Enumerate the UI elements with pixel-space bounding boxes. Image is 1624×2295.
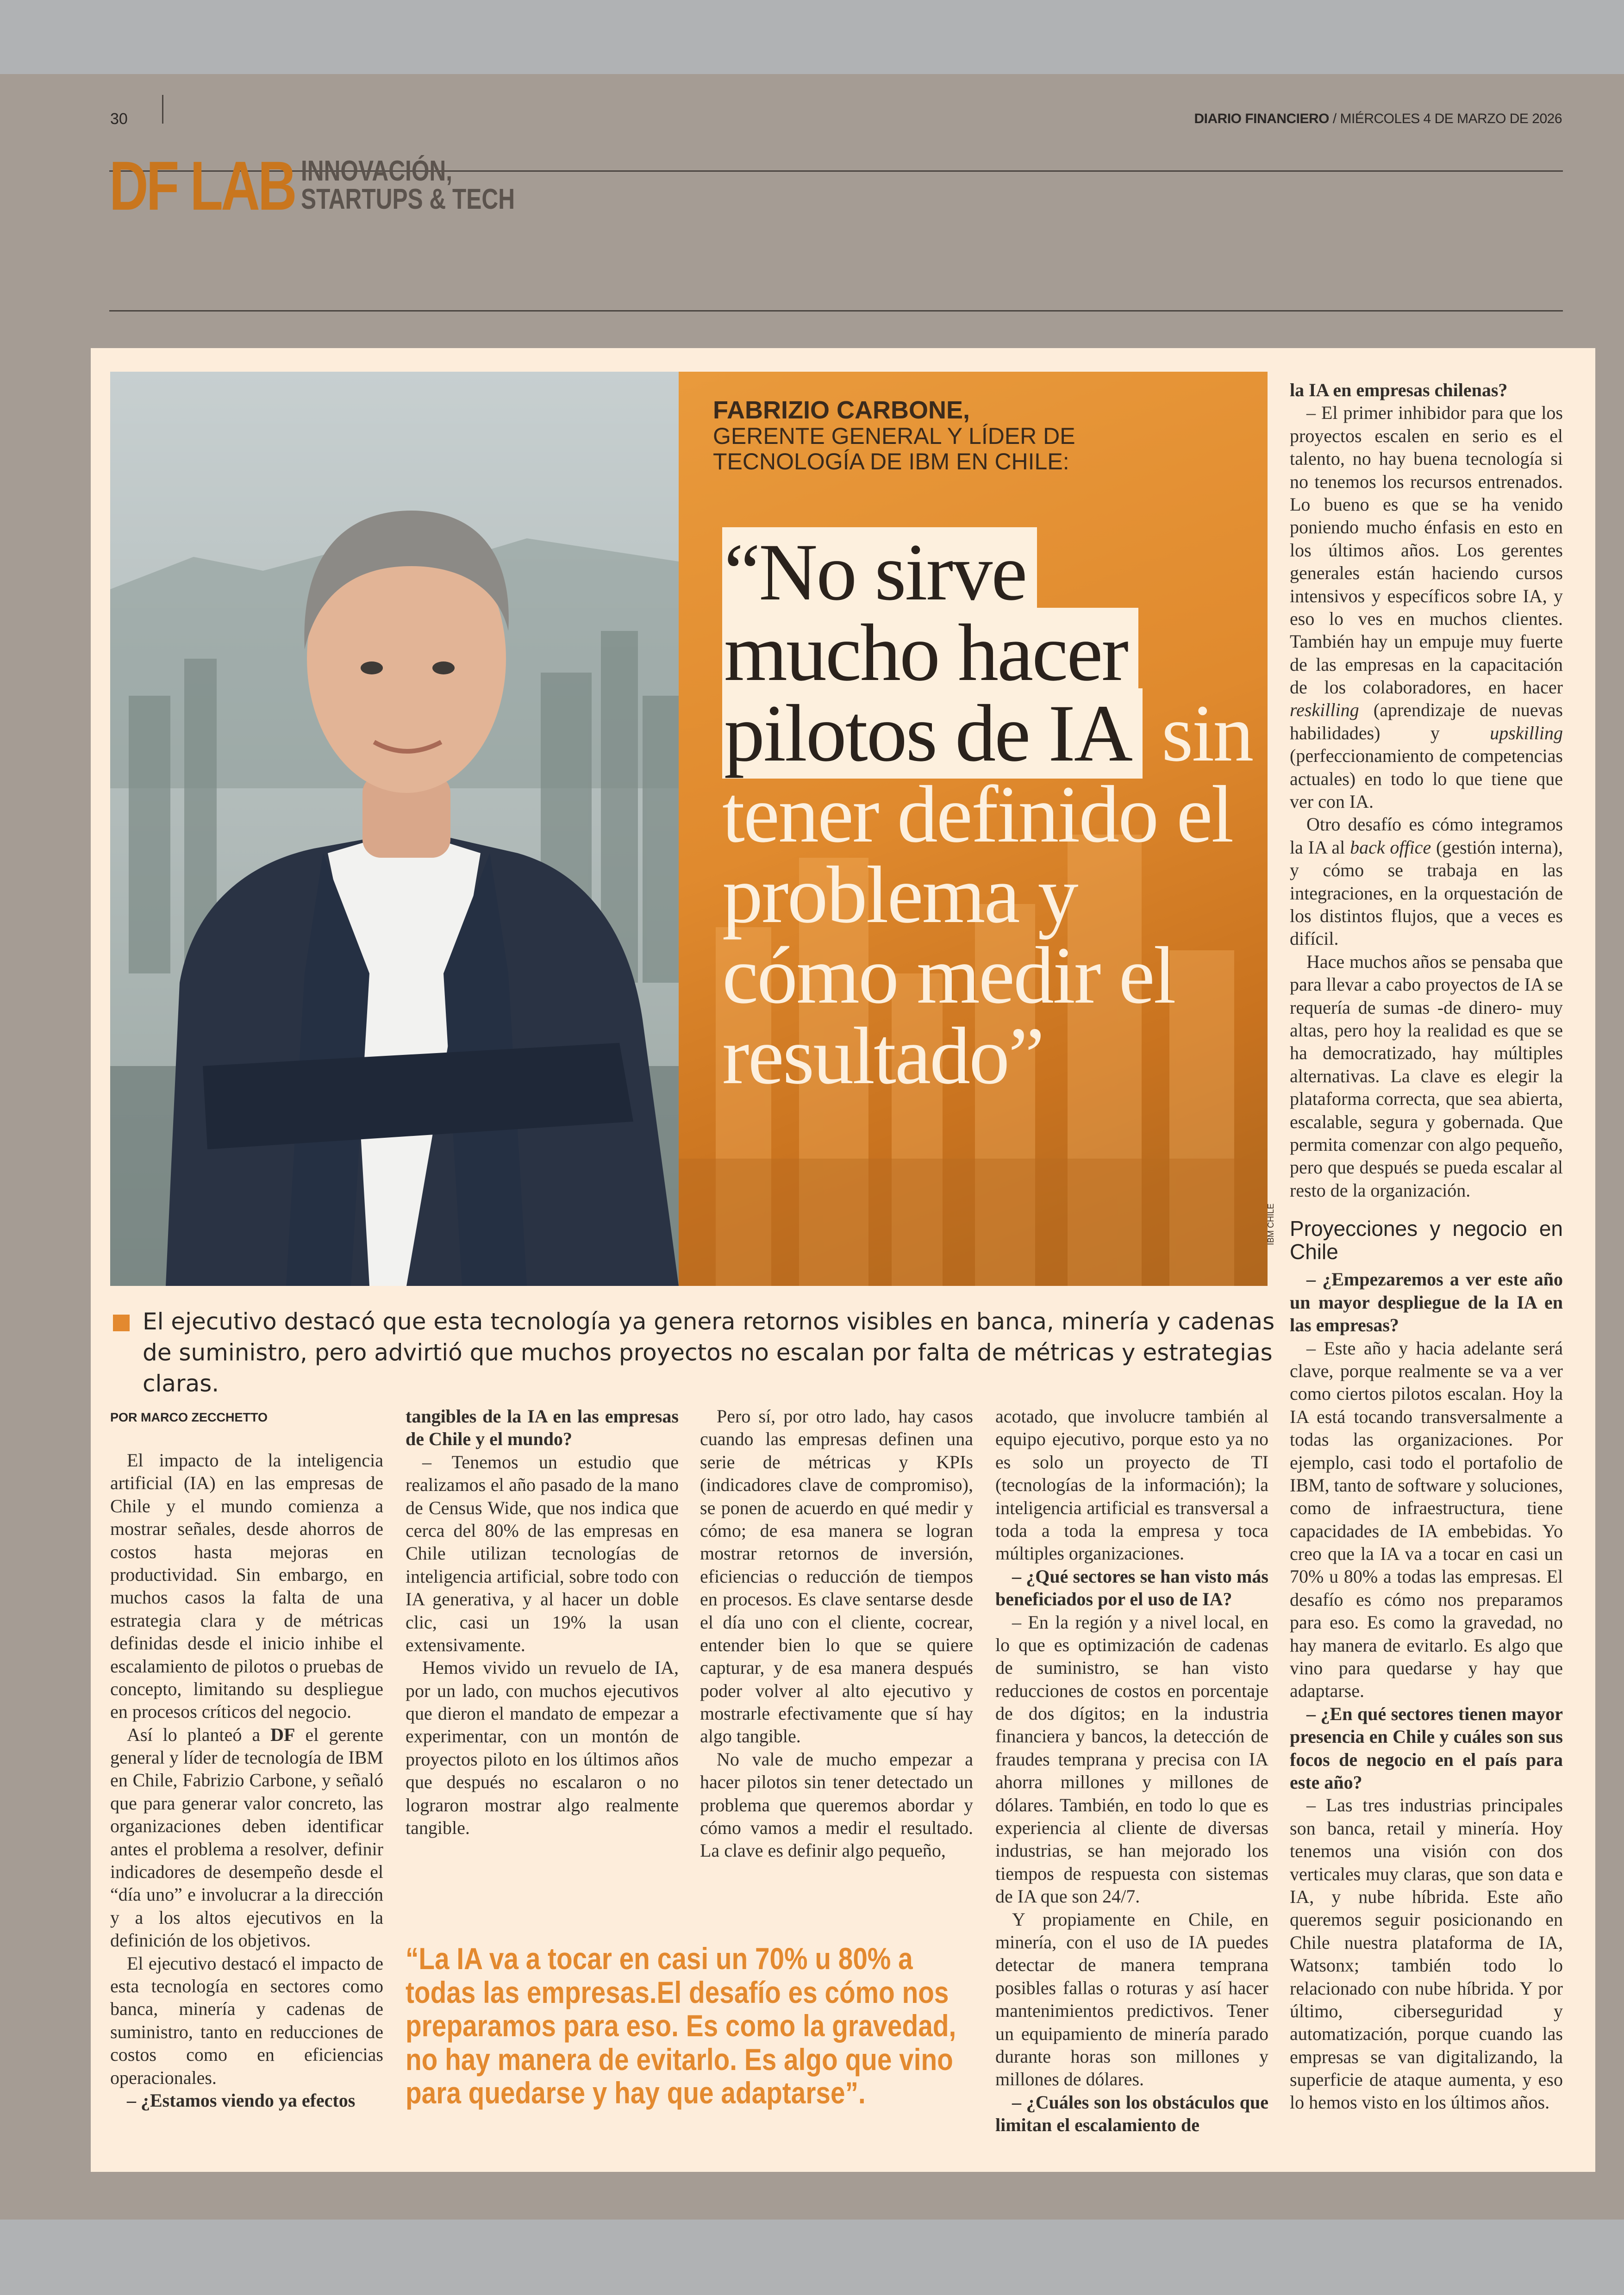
italic-term: upskilling (1490, 722, 1563, 743)
paragraph: – En la región y a nivel local, en lo que es optimización de cadenas de suministro, se han visto reducciones de costos en porcentaje de dos dígitos; en la industria financiera y bancos, la detección de fraudes temprana y precisa con IA ahorra millones y millones de dólares. También, en todo lo que es experiencia al cliente de diversas industrias, se han mejorado los tiempos de respuesta con sistemas de IA que son 24/7. (995, 1611, 1268, 1907)
deck-text: El ejecutivo destacó que esta tecnología ya genera retornos visibles en banca, minería y cadenas de suministro, pero advirtió que muchos proyectos no escalan por falta de métricas y estrategias claras. (143, 1308, 1275, 1397)
article-column-1 (110, 1449, 383, 2112)
paragraph: – Las tres industrias principales son banca, retail y minería. Hoy tenemos una visión con dos verticales muy claras, que son data e IA, y nube híbrida. Este año queremos seguir posicionando en Chile nuestra plataforma de IA, Watsonx; también todo lo relacionado con nube híbrida. Y por último, ciberseguridad y automatización, porque cuando las empresas se van digitalizando, la superficie de ataque aumenta, y eso lo hemos visto en los últimos años. (1290, 1795, 1563, 2113)
portrait-illustration (110, 372, 679, 1286)
paragraph: Hemos vivido un revuelo de IA, por un lado, con muchos ejecutivos que dieron el mandato de empezar a experimentar, con un montón de proyectos piloto en los últimos años que después no escalaron o no lograron mostrar algo realmente tangible. (406, 1657, 679, 1839)
paragraph: No vale de mucho empezar a hacer pilotos sin tener detectado un problema que queremos abordar y cómo vamos a medir el resultado. La clave es definir algo pequeño, (700, 1748, 973, 1861)
subheading: Proyecciones y negocio en Chile (1290, 1216, 1563, 1264)
paragraph-text: Otro desafío es cómo integramos la IA al (1290, 814, 1563, 858)
masthead (1194, 111, 1562, 127)
paragraph (110, 1723, 383, 1952)
interview-question: – ¿Qué sectores se han visto más beneficiados por el uso de IA? (995, 1565, 1268, 1610)
publication-abbrev: DF (270, 1724, 295, 1745)
deck-bullet-icon (113, 1315, 130, 1331)
section-brand: DF LAB (109, 147, 295, 225)
interview-question: – ¿Estamos viendo ya efectos (127, 2089, 356, 2111)
interview-question: – ¿En qué sectores tienen mayor presencia en Chile y cuáles son sus focos de negocio en el país para este año? (1290, 1703, 1563, 1793)
interview-question: la IA en empresas chilenas? (1290, 380, 1508, 400)
paragraph-text: (gestión interna), y cómo se trabaja en las integraciones, en la orquestación de los distintos flujos, que a veces es difícil. (1290, 836, 1563, 949)
article-deck (113, 1306, 1300, 1399)
headline-quote-rest: sin tener definido el problema y cómo medir el resultado” (722, 688, 1253, 1102)
headline-quote-highlighted: “No sirve mucho hacer pilotos de IA (722, 527, 1143, 779)
publication-name: DIARIO FINANCIERO (1194, 111, 1330, 126)
paragraph-text: Así lo planteó a (127, 1724, 271, 1745)
interview-question: – ¿Empezaremos a ver este año un mayor despliegue de la IA en las empresas? (1290, 1269, 1563, 1336)
paragraph: Pero sí, por otro lado, hay casos cuando las empresas definen una serie de métricas y KPIs (indicadores clave de compromiso), se ponen de acuerdo en qué medir y cómo; de esa manera se logran mostrar retornos de inversión, eficiencias o reducción de tiempos en procesos. Es clave sentarse desde el día uno con el cliente, cocrear, entender bien lo que se quiere capturar, y de esa manera después poder volver al alto ejecutivo y mostrarle efectivamente que sí hay algo tangible. (700, 1406, 973, 1747)
interviewee-name: FABRIZIO CARBONE, (713, 396, 970, 424)
paragraph-text: (perfeccionamiento de competencias actuales) en todo lo que tiene que ver con IA. (1290, 745, 1563, 812)
interview-question: – ¿Cuáles son los obstáculos que limitan el escalamiento de (995, 2091, 1268, 2136)
paragraph-text: el gerente general y líder de tecnología de IBM en Chile, Fabrizio Carbone, y señaló que para generar valor concreto, las organizaciones deben identificar antes el problema a resolver, definir indicadores de desempeño desde el “día uno” e involucrar a la dirección y a los altos ejecutivos en la definición de los objetivos. (110, 1724, 384, 1951)
paragraph: – Tenemos un estudio que realizamos el año pasado de la mano de Census Wide, que nos indica que cerca del 80% de las empresas en Chile utilizan tecnologías de inteligencia artificial, sobre todo con IA generativa, y al hacer un doble clic, casi un 19% la usan extensivamente. (406, 1451, 679, 1655)
italic-term: back office (1350, 836, 1431, 858)
photo-credit: IBM CHILE (1266, 1203, 1275, 1245)
article-column-4 (995, 1405, 1268, 2137)
pull-quote: “La IA va a tocar en casi un 70% u 80% a todas las empresas.El desafío es cómo nos preparamos para eso. Es como la gravedad, no hay manera de evitarlo. Es algo que vino para quedarse y hay que adaptarse”. (406, 1941, 956, 2110)
section-logo (109, 147, 568, 225)
paragraph (1290, 401, 1563, 813)
headline-quote (722, 527, 1255, 1102)
publication-date: / MIÉRCOLES 4 DE MARZO DE 2026 (1329, 111, 1562, 126)
page-number-divider (162, 95, 163, 124)
article-column-5 (1290, 379, 1563, 2114)
paragraph: – Este año y hacia adelante será clave, porque realmente se va a ver como ciertos pilotos escalan. Hoy la IA está tocando transversalmente a todas las organizaciones. Por ejemplo, casi todo el portafolio de IBM, tanto de software y soluciones, como de infraestructura, tiene capacidades de IA embebidas. Yo creo que la IA va a tocar en casi un 70% u 80% a todas las empresas. El desafío es cómo nos preparamos para eso. Es como la gravedad, no hay manera de evitarlo. Es algo que vino para quedarse y hay que adaptarse. (1290, 1337, 1563, 1702)
paragraph: El impacto de la inteligencia artificial (IA) en las empresas de Chile y el mundo comienza a mostrar señales, desde ahorros de costos hasta mejoras en productividad. Sin embargo, en muchos casos la falta de una estrategia clara y de métricas definidas desde el inicio inhibe el escalamiento de pilotos o pruebas de concepto, limitando su despliegue en procesos críticos del negocio. (110, 1450, 383, 1722)
page-number: 30 (110, 110, 128, 128)
paragraph: El ejecutivo destacó el impacto de esta tecnología en sectores como banca, minería y cadenas de suministro, tanto en reducciones de costos como en eficiencias operacionales. (110, 1952, 383, 2088)
section-tagline (301, 157, 515, 214)
section-tagline-line2: STARTUPS & TECH (300, 183, 515, 215)
byline: POR MARCO ZECCHETTO (110, 1410, 268, 1424)
interviewee-role: GERENTE GENERAL Y LÍDER DE TECNOLOGÍA DE IBM EN CHILE: (713, 423, 1075, 474)
paragraph: Hace muchos años se pensaba que para llevar a cabo proyectos de IA se requería de sumas -de dinero- muy altas, pero hoy la realidad es que se ha democratizado, hay múltiples alternativas. La clave es elegir la plataforma correcta, que sea abierta, escalable, segura y gobernada. Que permita comenzar con algo pequeño, pero que después se pueda escalar al resto de la organización. (1290, 951, 1563, 1201)
paragraph: acotado, que involucre también al equipo ejecutivo, porque esto ya no es solo un proyecto de TI (tecnologías de la información); la inteligencia artificial es transversal a toda a toda la empresa y toca múltiples organizaciones. (995, 1406, 1268, 1564)
article-column-3 (700, 1405, 973, 1862)
article-column-2 (406, 1405, 679, 1839)
paragraph-text: – El primer inhibidor para que los proyectos escalen en serio es el talento, no hay buena tecnología si no tenemos los recursos entrenados. Lo bueno es que se ha venido poniendo mucho énfasis en esto en los últimos años. Los gerentes generales están haciendo cursos intensivos y específicos sobre IA, y eso lo ves en muchos clientes. También hay un empuje muy fuerte de las empresas en la capacitación de los colaboradores, en hacer (1290, 402, 1563, 698)
section-tagline-line1: INNOVACIÓN, (300, 155, 452, 187)
italic-term: reskilling (1290, 699, 1359, 721)
executive-photo (110, 372, 679, 1286)
paragraph (1290, 813, 1563, 950)
interview-question: tangibles de la IA en las empresas de Chile y el mundo? (406, 1406, 679, 1450)
section-rule (109, 310, 1563, 312)
paragraph: Y propiamente en Chile, en minería, con el uso de IA puedes detectar de manera temprana posibles fallas o roturas y así hacer mantenimientos predictivos. Tener un equipamiento de minería parado durante horas son millones y millones de dólares. (995, 1908, 1268, 2090)
paragraph-text: (aprendizaje de nuevas habilidades) y (1290, 699, 1563, 743)
